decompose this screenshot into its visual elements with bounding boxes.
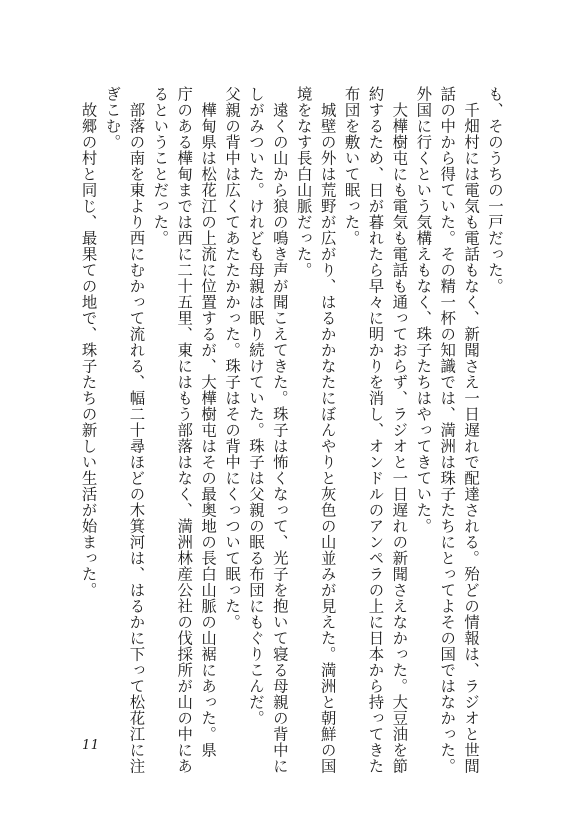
text-line: しがみついた。けれども母親は眠り続けていた。珠子は父親の眠る布団にもぐりこんだ。 xyxy=(246,86,265,726)
text-line: ぎこむ。 xyxy=(103,86,122,150)
text-line: 樺甸県は松花江の上流に位置するが、大樺樹屯はその最奥地の長白山脈の山裾にあった。県 xyxy=(199,86,218,758)
text-line: も、そのうちの一戸だった。 xyxy=(486,86,504,294)
text-line: 父親の背中は広くてあたたかかった。珠子はその背中にくっついて眠った。 xyxy=(223,86,242,630)
text-line: 千畑村には電気も電話もなく、新聞さえ一日遅れで配達される。殆どの情報は、ラジオと世間 xyxy=(462,86,481,774)
text-line: 遠くの山から狼の鳴き声が聞こえてきた。珠子は怖くなって、光子を抱いて寝る母親の背中に xyxy=(270,86,289,774)
text-line: 庁のある樺甸までは西に二十五里、東にはもう部落はなく、満洲林産公社の伐採所が山の中にあ xyxy=(175,86,194,774)
text-line: 外国に行くという気構えもなく、珠子たちはやってきていた。 xyxy=(414,86,433,534)
text-line: 約するため、日が暮れたら早々に明かりを消し、オンドルのアンペラの上に日本から持ってきた xyxy=(366,86,385,774)
text-line: 部落の南を東より西にむかって流れる、幅二十尋ほどの木箕河は、はるかに下って松花江に注 xyxy=(127,86,146,774)
text-line: 話の中から得ていた。その精一杯の知識では、満洲は珠子たちにとってよその国ではなかった。 xyxy=(438,86,457,774)
text-line: 城壁の外は荒野が広がり、はるかかなたにぼんやりと灰色の山並みが見えた。満洲と朝鮮の国 xyxy=(318,86,337,774)
text-line: るということだった。 xyxy=(151,86,170,246)
text-line: 故郷の村と同じ、最果ての地で、珠子たちの新しい生活が始まった。 xyxy=(79,86,98,598)
page-number: 11 xyxy=(82,738,100,753)
text-line: 大樺樹屯にも電気も電話も通っておらず、ラジオと一日遅れの新聞さえなかった。大豆油を節 xyxy=(390,86,409,774)
text-line: 境をなす長白山脈だった。 xyxy=(294,86,313,278)
text-line: 布団を敷いて眠った。 xyxy=(342,86,361,246)
